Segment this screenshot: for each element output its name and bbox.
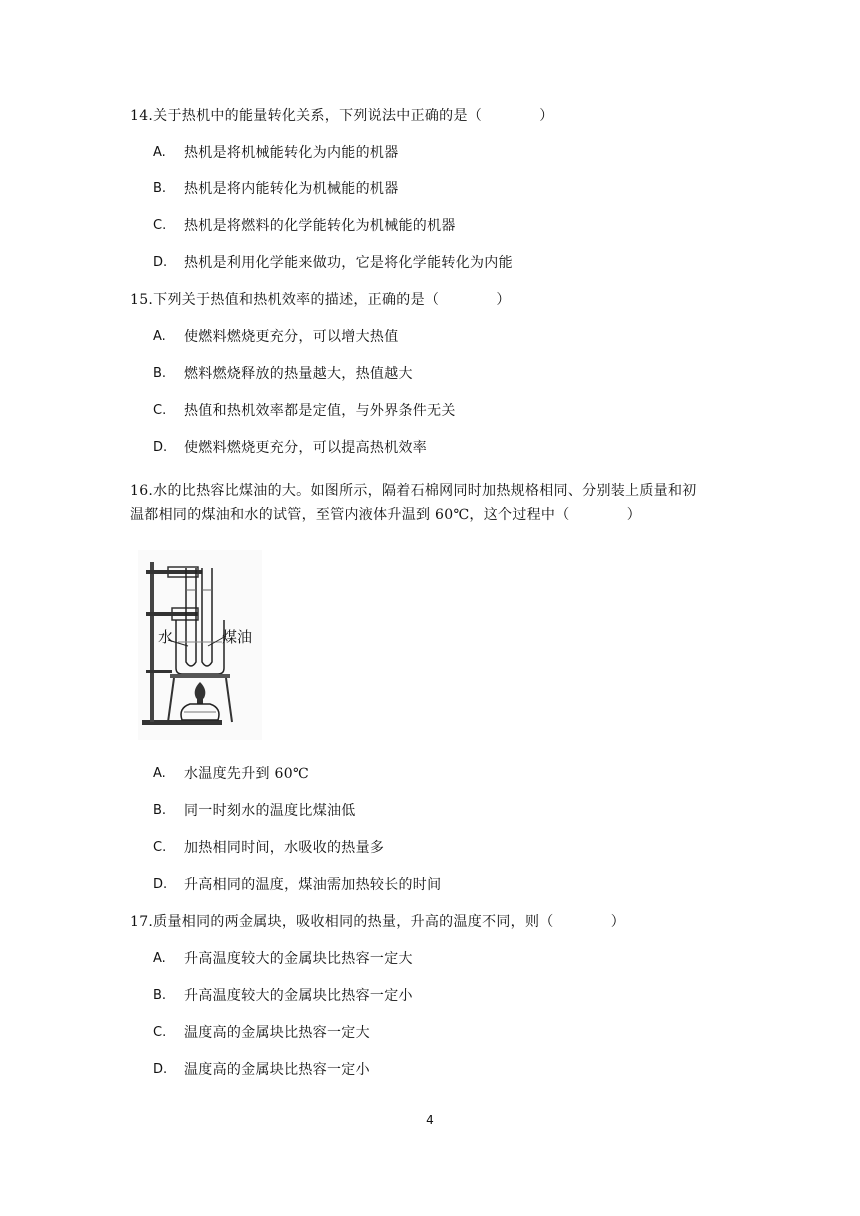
q16-option-d-text: 升高相同的温度，煤油需加热较长的时间 bbox=[184, 877, 442, 893]
q14-option-a-text: 热机是将机械能转化为内能的机器 bbox=[184, 145, 399, 161]
question-16-stem-line1: 16.水的比热容比煤油的大。如图所示，隔着石棉网同时加热规格相同、分别装上质量和初 bbox=[130, 483, 697, 499]
q14-option-c-text: 热机是将燃料的化学能转化为机械能的机器 bbox=[184, 218, 456, 234]
q16-option-a-text: 水温度先升到 60℃ bbox=[184, 766, 309, 782]
q16-option-c-text: 加热相同时间，水吸收的热量多 bbox=[184, 840, 385, 856]
q15-option-a-text: 使燃料燃烧更充分，可以增大热值 bbox=[184, 329, 399, 345]
q15-option-d-letter: D. bbox=[153, 440, 168, 455]
q17-option-c-text: 温度高的金属块比热容一定大 bbox=[184, 1025, 370, 1041]
page-number: 4 bbox=[426, 1113, 434, 1127]
heating-apparatus-figure bbox=[138, 550, 262, 740]
q15-option-b-letter: B. bbox=[153, 366, 167, 381]
question-17-stem: 17.质量相同的两金属块，吸收相同的热量，升高的温度不同，则（ ） bbox=[130, 914, 626, 930]
q16-option-b-text: 同一时刻水的温度比煤油低 bbox=[184, 803, 356, 819]
q14-option-d-text: 热机是利用化学能来做功，它是将化学能转化为内能 bbox=[184, 255, 513, 271]
question-14-stem: 14.关于热机中的能量转化关系，下列说法中正确的是（ ） bbox=[130, 108, 554, 124]
question-15-stem: 15.下列关于热值和热机效率的描述，正确的是（ ） bbox=[130, 292, 511, 308]
q14-option-b-text: 热机是将内能转化为机械能的机器 bbox=[184, 181, 399, 197]
q15-option-d-text: 使燃料燃烧更充分，可以提高热机效率 bbox=[184, 440, 428, 456]
figure-label-kerosene: 煤油 bbox=[222, 628, 253, 646]
q14-option-b-letter: B. bbox=[153, 181, 167, 196]
q14-option-a-letter: A. bbox=[153, 145, 166, 160]
q14-option-d-letter: D. bbox=[153, 255, 168, 270]
q17-option-a-letter: A. bbox=[153, 951, 166, 966]
q15-option-a-letter: A. bbox=[153, 329, 166, 344]
q14-option-c-letter: C. bbox=[153, 218, 167, 233]
q15-option-c-letter: C. bbox=[153, 403, 167, 418]
question-16-stem-line2: 温都相同的煤油和水的试管，至管内液体升温到 60℃，这个过程中（ ） bbox=[130, 507, 642, 523]
q16-option-d-letter: D. bbox=[153, 877, 168, 892]
q16-option-c-letter: C. bbox=[153, 840, 167, 855]
q17-option-c-letter: C. bbox=[153, 1025, 167, 1040]
q17-option-d-text: 温度高的金属块比热容一定小 bbox=[184, 1062, 370, 1078]
figure-label-water: 水 bbox=[158, 628, 174, 646]
q17-option-d-letter: D. bbox=[153, 1062, 168, 1077]
q17-option-a-text: 升高温度较大的金属块比热容一定大 bbox=[184, 951, 413, 967]
q16-option-b-letter: B. bbox=[153, 803, 167, 818]
q15-option-b-text: 燃料燃烧释放的热量越大，热值越大 bbox=[184, 366, 413, 382]
q15-option-c-text: 热值和热机效率都是定值，与外界条件无关 bbox=[184, 403, 456, 419]
q17-option-b-letter: B. bbox=[153, 988, 167, 1003]
q16-option-a-letter: A. bbox=[153, 766, 166, 781]
q17-option-b-text: 升高温度较大的金属块比热容一定小 bbox=[184, 988, 413, 1004]
